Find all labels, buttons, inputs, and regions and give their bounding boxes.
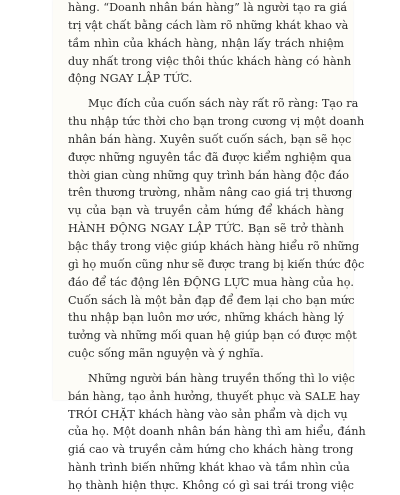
text-line: tưởng và những mối quan hệ giúp bạn có được một	[68, 329, 357, 343]
text-line: trên thương trường, nhằm nâng cao giá trị thương	[68, 186, 353, 200]
text-line: bán hàng, tạo ảnh hưởng, thuyết phục và SALE hay	[68, 389, 360, 403]
text-line: được những nguyên tắc đã được kiểm nghiệm qua	[68, 150, 352, 164]
text-line: Những người bán hàng truyền thống thì lo việc	[88, 371, 355, 385]
text-line: TRÓI CHẶT khách hàng vào sản phẩm và dịch vụ	[68, 407, 348, 421]
text-line: bậc thầy trong việc giúp khách hàng hiểu rõ những	[68, 239, 360, 253]
text-line: trị vật chất bằng cách làm rõ những khát khao và	[68, 18, 349, 32]
book-page	[53, 0, 366, 492]
text-line: hành trình biến những khát khao và tầm nhìn của	[68, 461, 350, 475]
text-line: họ thành hiện thực. Không có gì sai trái trong việc	[68, 478, 354, 492]
text-line: giá cao và truyền cảm hứng cho khách hàng trong	[68, 443, 354, 457]
text-line: cuộc sống mãn nguyện và ý nghĩa.	[68, 347, 264, 361]
text-line: tầm nhìn của khách hàng, nhận lấy trách nhiệm	[68, 36, 344, 50]
text-line: thời gian cùng những quy trình bán hàng độc đáo	[68, 168, 349, 182]
text-line: của họ. Một doanh nhân bán hàng thì am hiểu, đánh	[68, 425, 366, 439]
text-line: Mục đích của cuốn sách này rất rõ ràng: Tạo ra	[88, 97, 359, 111]
text-line: thu nhập bạn luôn mơ ước, những khách hàng lý	[68, 311, 344, 325]
paragraph-2	[68, 95, 365, 363]
text-line: động NGAY LẬP TỨC.	[68, 72, 193, 86]
page-text	[68, 0, 366, 495]
text-line: hàng. “Doanh nhân bán hàng” là người tạo ra giá	[68, 1, 348, 14]
text-line: Cuốn sách là một bản đạp để đem lại cho bạn mức	[68, 293, 355, 307]
paragraph-1	[68, 0, 352, 88]
text-line: gì họ muốn cũng như sẽ được trang bị kiến thức độc	[68, 257, 365, 271]
text-line: duy nhất trong việc thôi thúc khách hàng có hành	[68, 54, 352, 68]
text-line: đáo để tác động lên ĐỘNG LỰC mua hàng của họ.	[68, 275, 354, 289]
text-line: thu nhập tức thời cho bạn trong cương vị một doanh	[68, 115, 365, 129]
text-line: vụ của bạn và truyền cảm hứng để khách hàng	[68, 204, 344, 218]
text-line: HÀNH ĐỘNG NGAY LẬP TỨC. Bạn sẽ trở thành	[68, 222, 344, 236]
paragraph-3	[68, 370, 366, 495]
text-line: nhân bán hàng. Xuyên suốt cuốn sách, bạn sẽ học	[68, 132, 352, 146]
